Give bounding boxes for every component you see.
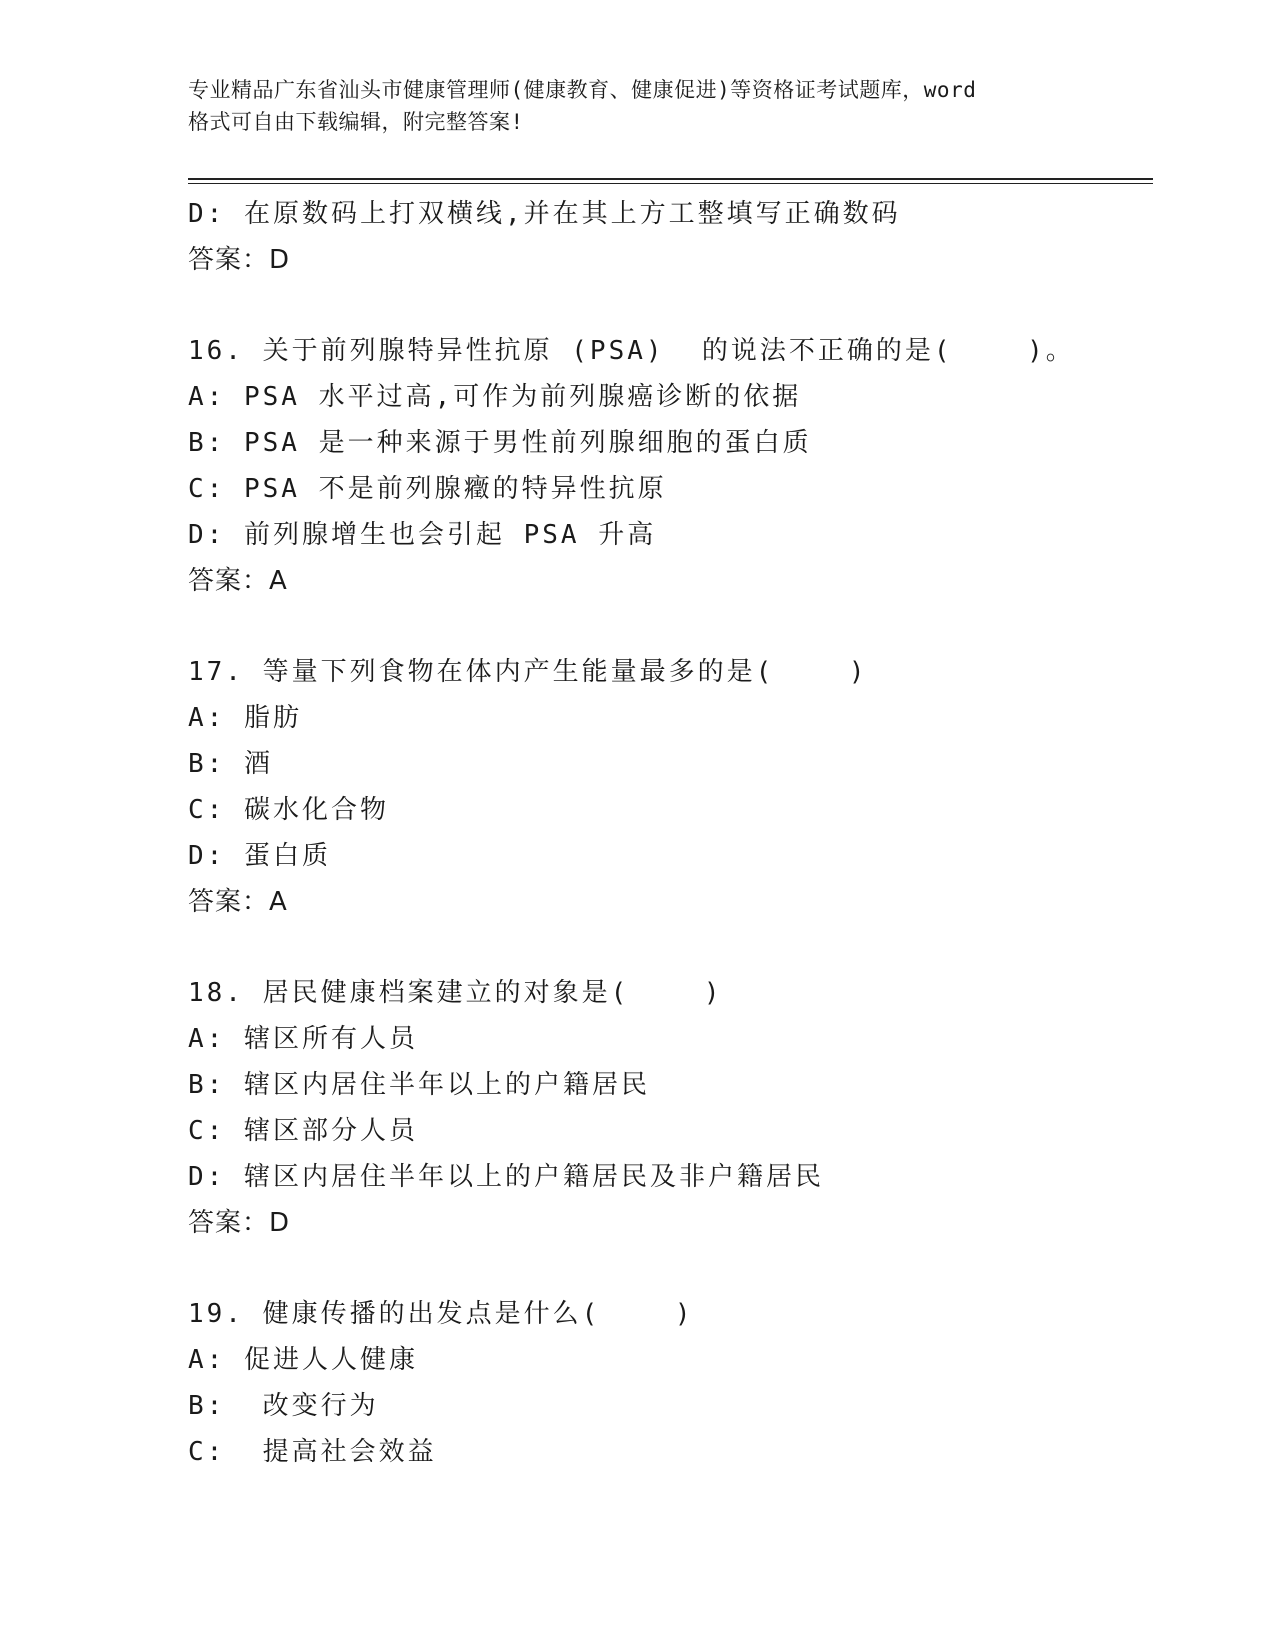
option-d: D: 在原数码上打双横线,并在其上方工整填写正确数码 bbox=[188, 199, 901, 229]
question-17 bbox=[188, 649, 1148, 925]
question-stem: 18. 居民健康档案建立的对象是( ) bbox=[188, 978, 723, 1008]
option-c: C: PSA 不是前列腺癥的特异性抗原 bbox=[188, 474, 667, 504]
question-stem: 16. 关于前列腺特异性抗原 (PSA) 的说法不正确的是( )。 bbox=[188, 336, 1075, 366]
question-19 bbox=[188, 1291, 1148, 1475]
answer-line: 答案：A bbox=[188, 566, 288, 596]
previous-question-tail bbox=[188, 191, 1148, 283]
answer-line: 答案：D bbox=[188, 1208, 291, 1238]
question-stem: 17. 等量下列食物在体内产生能量最多的是( ) bbox=[188, 657, 868, 687]
option-c: C: 辖区部分人员 bbox=[188, 1116, 418, 1146]
option-b: B: 改变行为 bbox=[188, 1391, 379, 1421]
option-a: A: 辖区所有人员 bbox=[188, 1024, 418, 1054]
option-a: A: 脂肪 bbox=[188, 703, 302, 733]
question-list bbox=[188, 191, 1148, 1475]
question-18 bbox=[188, 970, 1148, 1246]
answer-line: 答案：D bbox=[188, 245, 291, 275]
option-d: D: 辖区内居住半年以上的户籍居民及非户籍居民 bbox=[188, 1162, 824, 1192]
answer-line: 答案：A bbox=[188, 887, 288, 917]
question-16 bbox=[188, 328, 1148, 604]
header-line-1: 专业精品广东省汕头市健康管理师(健康教育、健康促进)等资格证考试题库，word bbox=[188, 78, 977, 102]
option-b: B: 酒 bbox=[188, 749, 273, 779]
header-divider-thick bbox=[188, 178, 1153, 180]
option-a: A: PSA 水平过高,可作为前列腺癌诊断的依据 bbox=[188, 382, 802, 412]
option-b: B: PSA 是一种来源于男性前列腺细胞的蛋白质 bbox=[188, 428, 812, 458]
option-c: C: 提高社会效益 bbox=[188, 1437, 437, 1467]
document-header bbox=[188, 74, 1088, 138]
option-a: A: 促进人人健康 bbox=[188, 1345, 418, 1375]
question-stem: 19. 健康传播的出发点是什么( ) bbox=[188, 1299, 694, 1329]
option-d: D: 蛋白质 bbox=[188, 841, 331, 871]
header-line-2: 格式可自由下载编辑，附完整答案! bbox=[188, 110, 524, 134]
option-b: B: 辖区内居住半年以上的户籍居民 bbox=[188, 1070, 650, 1100]
header-divider-thin bbox=[188, 183, 1153, 184]
option-c: C: 碳水化合物 bbox=[188, 795, 389, 825]
option-d: D: 前列腺增生也会引起 PSA 升高 bbox=[188, 520, 657, 550]
